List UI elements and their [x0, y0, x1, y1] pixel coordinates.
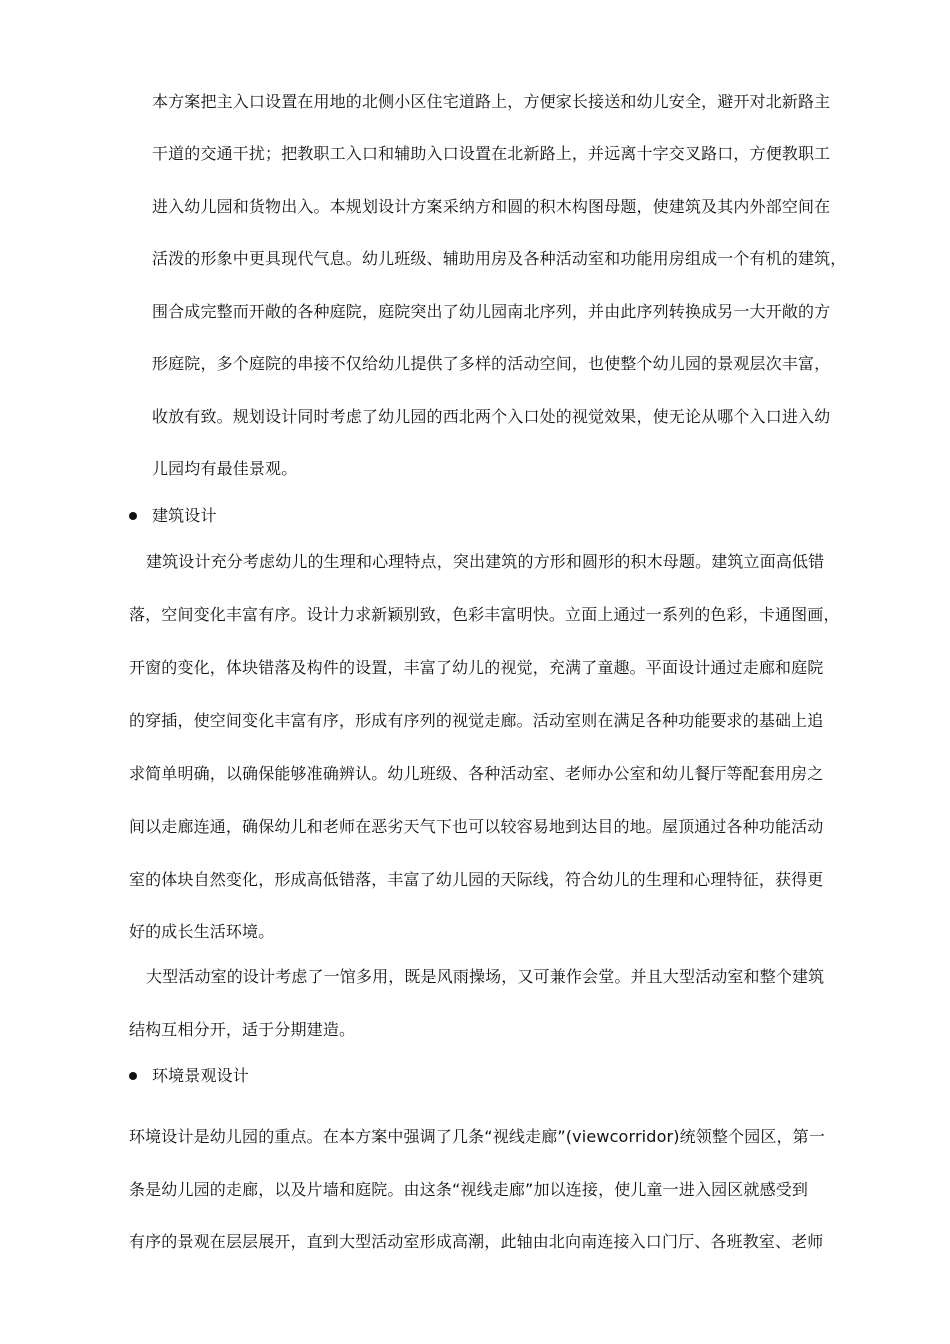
bullet-icon [129, 1072, 137, 1080]
paragraph-line: 有序的景观在层层展开，直到大型活动室形成高潮，此轴由北向南连接入口门厅、各班教室、老师 [129, 1232, 824, 1251]
paragraph-line: 建筑设计充分考虑幼儿的生理和心理特点，突出建筑的方形和圆形的积木母题。建筑立面高低错 [146, 552, 825, 571]
paragraph-line: 大型活动室的设计考虑了一馆多用，既是风雨操场，又可兼作会堂。并且大型活动室和整个建筑 [146, 967, 825, 986]
paragraph-line: 室的体块自然变化，形成高低错落，丰富了幼儿园的天际线，符合幼儿的生理和心理特征，获得更 [129, 870, 824, 889]
paragraph-line: 开窗的变化，体块错落及构件的设置，丰富了幼儿的视觉，充满了童趣。平面设计通过走廊和庭院 [129, 658, 824, 677]
paragraph-line: 本方案把主入口设置在用地的北侧小区住宅道路上，方便家长接送和幼儿安全，避开对北新路主 [152, 92, 831, 111]
paragraph-line: 进入幼儿园和货物出入。本规划设计方案采纳方和圆的积木构图母题，使建筑及其内外部空间在 [152, 197, 831, 216]
paragraph-line: 求简单明确，以确保能够准确辨认。幼儿班级、各种活动室、老师办公室和幼儿餐厅等配套用房之 [129, 764, 824, 783]
section-heading-landscape: 环境景观设计 [152, 1066, 249, 1085]
bullet-icon [129, 512, 137, 520]
paragraph-line: 条是幼儿园的走廊，以及片墙和庭院。由这条“视线走廊”加以连接，使儿童一进入园区就感受到 [129, 1180, 809, 1199]
paragraph-line: 好的成长生活环境。 [129, 922, 275, 941]
paragraph-line: 儿园均有最佳景观。 [152, 459, 298, 478]
paragraph-line: 间以走廊连通，确保幼儿和老师在恶劣天气下也可以较容易地到达目的地。屋顶通过各种功能活动 [129, 817, 824, 836]
paragraph-line: 围合成完整而开敞的各种庭院，庭院突出了幼儿园南北序列，并由此序列转换成另一大开敞的方 [152, 302, 831, 321]
paragraph-line: 结构互相分开，适于分期建造。 [129, 1020, 356, 1039]
section-heading-architecture: 建筑设计 [152, 506, 217, 525]
paragraph-line: 干道的交通干扰；把教职工入口和辅助入口设置在北新路上，并远离十字交叉路口，方便教职工 [152, 144, 831, 163]
paragraph-line: 收放有致。规划设计同时考虑了幼儿园的西北两个入口处的视觉效果，使无论从哪个入口进入幼 [152, 407, 831, 426]
paragraph-line: 的穿插，使空间变化丰富有序，形成有序列的视觉走廊。活动室则在满足各种功能要求的基础上追 [129, 711, 824, 730]
paragraph-line: 活泼的形象中更具现代气息。幼儿班级、辅助用房及各种活动室和功能用房组成一个有机的建筑， [152, 249, 847, 268]
paragraph-line: 落，空间变化丰富有序。设计力求新颖别致，色彩丰富明快。立面上通过一系列的色彩，卡通图画， [129, 605, 840, 624]
paragraph-line: 形庭院，多个庭院的串接不仅给幼儿提供了多样的活动空间，也使整个幼儿园的景观层次丰富， [152, 354, 831, 373]
paragraph-line: 环境设计是幼儿园的重点。在本方案中强调了几条“视线走廊”(viewcorridor)统领整个园区，第一 [129, 1127, 825, 1146]
